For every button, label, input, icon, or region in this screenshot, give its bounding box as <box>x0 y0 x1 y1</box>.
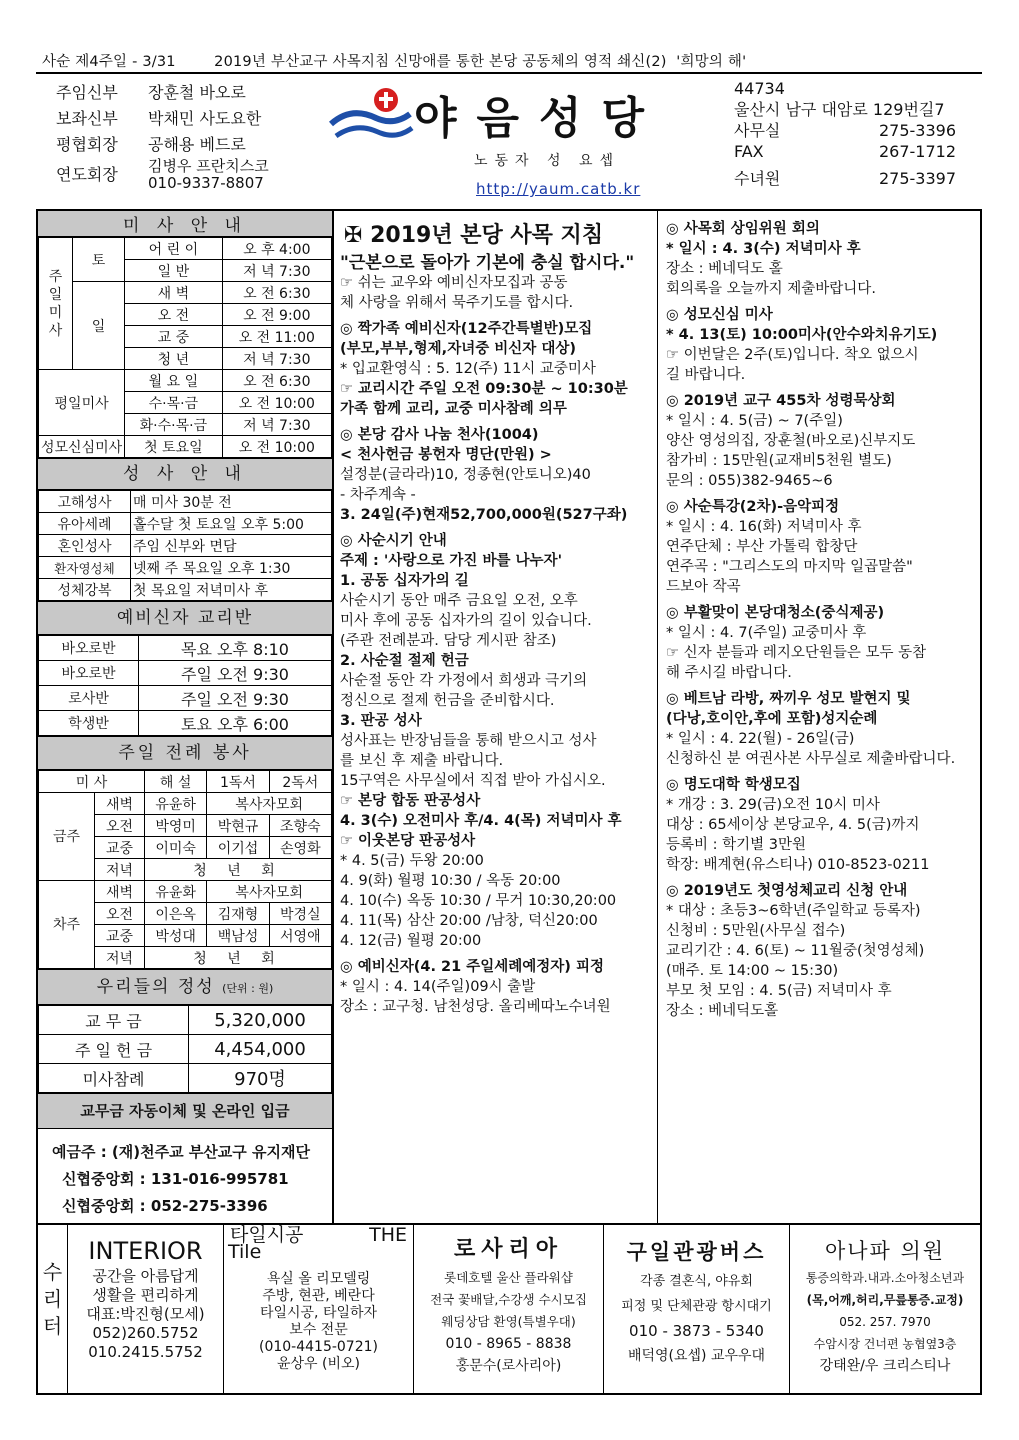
notice-line: 해 주시길 바랍니다. <box>666 665 792 681</box>
liturgy-name: 조향숙 <box>269 815 331 837</box>
ad-line: 통증의학과.내과.소아청소년과 <box>805 1271 965 1285</box>
mass-group: 성모신심미사 <box>39 436 125 458</box>
staff-phone: 010-9337-8807 <box>148 174 264 192</box>
staff-role: 평협회장 <box>56 135 118 154</box>
mass-time: 저 녁 7:30 <box>222 348 331 370</box>
mass-type: 청 년 <box>125 348 222 370</box>
catechumen-title: 예비신자 교리반 <box>38 601 332 635</box>
liturgy-name: 복사자모회 <box>207 881 332 903</box>
mass-time: 오 전 10:00 <box>222 392 331 414</box>
mass-type: 일 반 <box>125 260 222 282</box>
catechumen-table <box>38 635 332 736</box>
liturgy-mass: 저녁 <box>95 859 145 881</box>
notice-heading: ◎ 명도대학 학생모집 <box>666 777 801 793</box>
ad-side-label: 수리터 <box>38 1225 68 1395</box>
notice-heading: 3. 판공 성사 <box>340 713 422 729</box>
notice-line: 문의 : 055)382-9465~6 <box>666 473 833 489</box>
ad-line: 보수 전문 <box>289 1322 348 1338</box>
header-line: 사순 제4주일 - 3/31 2019년 부산교구 사목지침 신망애를 통한 본당 공동체의 영적 쇄신(2) '희망의 해' <box>42 54 747 70</box>
offering-value: 970명 <box>189 1064 332 1093</box>
ad-line: 타일시공, 타일하자 <box>259 1305 378 1321</box>
staff-name: 김병우 프란치스코 <box>148 157 269 175</box>
notice-line: * 일시 : 4. 22(월) - 26일(금) <box>666 731 855 747</box>
mass-type: 수·목·금 <box>125 392 222 414</box>
notice-heading: * 일시 : 4. 3(수) 저녁미사 후 <box>666 241 861 257</box>
notice-line: * 대상 : 초등3~6학년(주일학교 등록자) <box>666 903 921 919</box>
bank-title: 교무금 자동이체 및 온라인 입금 <box>38 1093 332 1129</box>
notice-heading: ☞ 이웃본당 판공성사 <box>340 833 476 849</box>
ad-line: 052)260.5752 <box>92 1324 199 1342</box>
notice-line: 미사 후에 공동 십자가의 길이 있습니다. <box>340 613 592 629</box>
ad-line: 전국 꽃배달,수강생 수시모집 <box>430 1292 587 1307</box>
sacrament-info: 홀수달 첫 토요일 오후 5:00 <box>131 513 332 535</box>
liturgy-name: 이기섭 <box>207 837 269 859</box>
notice-heading: ◎ 2019년도 첫영성체교리 신청 안내 <box>666 883 908 899</box>
offering-label: 미사참례 <box>39 1064 189 1093</box>
liturgy-name: 유윤화 <box>145 881 207 903</box>
notice-line: 드보아 작곡 <box>666 579 741 595</box>
offering-table <box>38 1005 332 1093</box>
class-time: 주일 오전 9:30 <box>139 661 332 686</box>
notice-line: 4. 12(금) 월평 20:00 <box>340 933 482 949</box>
ad-tile <box>224 1225 414 1395</box>
notice-line: ☞ 신자 분들과 레지오단원들은 모두 동참 <box>666 645 927 661</box>
notice-line: 4. 9(화) 월평 10:30 / 옥동 20:00 <box>340 873 561 889</box>
ad-name: 타일시공 <box>230 1224 304 1246</box>
church-name: 야음성당 <box>414 93 665 144</box>
notice-heading: 2. 사순절 절제 헌금 <box>340 653 469 669</box>
liturgy-mass: 새벽 <box>95 793 145 815</box>
liturgy-head: 2독서 <box>269 771 331 793</box>
sacrament-name: 유아세례 <box>39 513 131 535</box>
liturgy-name: 박경실 <box>269 903 331 925</box>
liturgy-mass: 새벽 <box>95 881 145 903</box>
sacrament-info: 매 미사 30분 전 <box>131 491 332 513</box>
mass-time: 저 녁 7:30 <box>222 260 331 282</box>
mass-time: 오 전 10:00 <box>222 436 331 458</box>
notice-heading: 1. 공동 십자가의 길 <box>340 573 469 589</box>
notice-line: 장소 : 베네딕도 홀 <box>666 261 783 277</box>
mass-day: 일 <box>72 282 124 370</box>
notice-line: 대상 : 65세이상 본당교우, 4. 5(금)까지 <box>666 817 920 833</box>
notice-line: 학장: 배계현(유스티나) 010-8523-0211 <box>666 857 930 873</box>
sacrament-info: 첫 목요일 저녁미사 후 <box>131 579 332 601</box>
liturgy-head: 미 사 <box>39 771 145 793</box>
notice-heading: ◎ 성모신심 미사 <box>666 307 773 323</box>
notice-line: 15구역은 사무실에서 직접 받아 가십시오. <box>340 773 606 789</box>
ad-line: 010 - 3873 - 5340 <box>629 1322 764 1340</box>
ad-line: 각종 결혼식, 야유회 <box>640 1274 753 1289</box>
notice-line: 4. 10(수) 옥동 10:30 / 무거 10:30,20:00 <box>340 893 617 909</box>
liturgy-name: 김재형 <box>207 903 269 925</box>
mass-day: 토 <box>72 238 124 282</box>
ad-rosaria <box>414 1225 604 1395</box>
notice-heading: ☞ 교리시간 주일 오전 09:30분 ~ 10:30분 <box>340 381 628 397</box>
notice-line: * 4. 5(금) 두왕 20:00 <box>340 853 484 869</box>
liturgy-name: 서영애 <box>269 925 331 947</box>
notice-line: 회의록을 오늘까지 제출바랍니다. <box>666 281 876 297</box>
class-time: 토요 오후 6:00 <box>139 711 332 736</box>
liturgy-mass: 오전 <box>95 903 145 925</box>
notice-heading: * 4. 13(토) 10:00미사(안수와치유기도) <box>666 327 938 343</box>
mass-group: 평일미사 <box>39 370 125 436</box>
notice-heading: ◎ 부활맞이 본당대청소(중식제공) <box>666 605 885 621</box>
ad-line: 052. 257. 7970 <box>839 1315 931 1329</box>
notice-line: * 일시 : 4. 14(주일)09시 출발 <box>340 979 536 995</box>
left-column <box>38 211 334 1223</box>
mass-group: 주 일 미 사 <box>39 238 73 370</box>
notice-line: 등록비 : 학기별 3만원 <box>666 837 806 853</box>
staff-name: 장훈철 바오로 <box>148 83 246 102</box>
fax-number: 267-1712 <box>878 142 956 161</box>
sacrament-name: 환자영성체 <box>39 557 131 579</box>
church-url-link[interactable]: http://yaum.catb.kr <box>476 180 641 198</box>
mass-type: 첫 토요일 <box>125 436 222 458</box>
liturgy-name: 백남성 <box>207 925 269 947</box>
liturgy-title: 주일 전례 봉사 <box>38 736 332 770</box>
ad-line: 주방, 현관, 베란다 <box>262 1288 375 1304</box>
notice-line: 체 사랑을 위해서 묵주기도를 합시다. <box>340 295 574 311</box>
ad-line: 공간을 아름답게 <box>92 1267 199 1285</box>
liturgy-mass: 저녁 <box>95 947 145 969</box>
mass-type: 월 요 일 <box>125 370 222 392</box>
mass-type: 새 벽 <box>125 282 222 304</box>
ad-line: 윤상우 (비오) <box>277 1356 360 1372</box>
church-logo-icon <box>326 84 416 154</box>
sacrament-table <box>38 490 332 601</box>
notice-line: * 일시 : 4. 16(화) 저녁미사 후 <box>666 519 862 535</box>
convent-phone: 275-3397 <box>878 169 956 188</box>
notice-line: 성사표는 반장님들을 통해 받으시고 성사 <box>340 733 597 749</box>
office-phone: 275-3396 <box>878 121 956 140</box>
mass-time: 저 녁 7:30 <box>222 414 331 436</box>
liturgy-name: 이은옥 <box>145 903 207 925</box>
notice-line: 연주곡 : "그리스도의 마지막 일곱말씀" <box>666 559 913 575</box>
staff-role: 주임신부 <box>56 83 118 102</box>
church-patron: 노동자 성 요셉 <box>474 153 621 169</box>
notice-line: ☞ 쉬는 교우와 예비신자모집과 공동 <box>340 275 568 291</box>
notice-line: ☞ 이번달은 2주(토)입니다. 착오 없으시 <box>666 347 919 363</box>
ad-line: 강태완/우 크리스티나 <box>819 1358 951 1374</box>
ad-line: 010.2415.5752 <box>88 1343 203 1361</box>
ad-name: 구일관광버스 <box>626 1240 767 1264</box>
liturgy-mass: 교중 <box>95 837 145 859</box>
divider <box>36 72 982 74</box>
class-name: 바오로반 <box>39 661 139 686</box>
week-label: 금주 <box>39 793 95 881</box>
mass-type: 어 린 이 <box>125 238 222 260</box>
mass-time: 오 후 4:00 <box>222 238 331 260</box>
staff-name: 공해용 베드로 <box>148 135 246 154</box>
notice-line: * 일시 : 4. 5(금) ~ 7(주일) <box>666 413 843 429</box>
notice-heading: "근본으로 돌아가 기본에 충실 합시다." <box>340 253 635 273</box>
ad-name: INTERIOR <box>88 1237 203 1265</box>
offering-unit: (단위 : 원) <box>222 982 274 995</box>
ad-name: 아나파 의원 <box>824 1239 946 1263</box>
notice-heading: 4. 3(수) 오전미사 후/4. 4(목) 저녁미사 후 <box>340 813 622 829</box>
mass-title: 미 사 안 내 <box>38 211 332 237</box>
notice-heading: 3. 24일(주)현재52,700,000원(527구좌) <box>340 507 628 523</box>
liturgy-name: 이미숙 <box>145 837 207 859</box>
notice-line: 신청하신 분 여권사본 사무실로 제출바랍니다. <box>666 751 956 767</box>
zip: 44734 <box>734 79 785 98</box>
notice-line: 부모 첫 모임 : 4. 5(금) 저녁미사 후 <box>666 983 892 999</box>
notice-line: 사순시기 동안 매주 금요일 오전, 오후 <box>340 593 578 609</box>
liturgy-mass: 교중 <box>95 925 145 947</box>
bank-info <box>38 1129 332 1220</box>
notice-line: 장소 : 교구청. 남천성당. 올리베따노수녀원 <box>340 999 611 1015</box>
liturgy-head: 1독서 <box>207 771 269 793</box>
ad-line: 대표:박진형(모세) <box>86 1305 205 1323</box>
offering-value: 5,320,000 <box>189 1006 332 1035</box>
notice-heading: ◎ 2019년 교구 455차 성령묵상회 <box>666 393 896 409</box>
convent-label: 수녀원 <box>734 169 781 188</box>
ad-line: 피정 및 단체관광 항시대기 <box>621 1299 772 1314</box>
sacrament-info: 주임 신부와 면담 <box>131 535 332 557</box>
notice-heading: ◎ 사순시기 안내 <box>340 533 447 549</box>
notice-line: * 일시 : 4. 7(주일) 교중미사 후 <box>666 625 867 641</box>
ad-name: 로사리아 <box>453 1237 563 1262</box>
staff-list <box>56 80 269 192</box>
ad-line: 웨딩상담 환영(특별우대) <box>441 1314 576 1329</box>
notice-line: 장소 : 베네딕도홀 <box>666 1003 779 1019</box>
notice-line: 참가비 : 15만원(교재비5천원 별도) <box>666 453 892 469</box>
ad-line: 홍문수(로사리아) <box>455 1358 562 1374</box>
liturgy-name: 손영화 <box>269 837 331 859</box>
main-content <box>36 209 982 1225</box>
liturgy-name: 복사자모회 <box>207 793 332 815</box>
ad-name: THE <box>369 1224 407 1246</box>
liturgy-name: 유윤하 <box>145 793 207 815</box>
liturgy-name: 청 년 회 <box>145 947 332 969</box>
sacrament-name: 성체강복 <box>39 579 131 601</box>
ad-line: 010 - 8965 - 8838 <box>445 1336 572 1352</box>
masthead <box>36 76 982 208</box>
sacrament-title: 성 사 안 내 <box>38 458 332 490</box>
ad-line: (010-4415-0721) <box>258 1339 378 1355</box>
week-label: 차주 <box>39 881 95 969</box>
notice-heading: ◎ 사순특강(2차)-음악피정 <box>666 499 840 515</box>
staff-role: 보좌신부 <box>56 109 118 128</box>
offering-title <box>38 969 332 1005</box>
notice-heading: 주제 : '사랑으로 가진 바를 나누자' <box>340 553 563 569</box>
notice-line: 양산 영성의집, 장훈철(바오로)신부지도 <box>666 433 916 449</box>
liturgy-table <box>38 770 332 969</box>
notice-line: 교리기간 : 4. 6(토) ~ 11월중(첫영성체) <box>666 943 925 959</box>
mass-time: 오 전 6:30 <box>222 370 331 392</box>
notice-line: (주관 전례분과. 담당 게시판 참조) <box>340 633 557 649</box>
class-name: 바오로반 <box>39 636 139 661</box>
offering-heading: 우리들의 정성 <box>96 977 215 997</box>
notice-heading: (부모,부부,형제,자녀중 비신자 대상) <box>340 341 576 357</box>
ad-clinic <box>790 1225 980 1395</box>
notice-heading: 가족 함께 교리, 교중 미사참례 의무 <box>340 401 567 417</box>
liturgy-name: 박현규 <box>207 815 269 837</box>
class-time: 주일 오전 9:30 <box>139 686 332 711</box>
liturgy-name: 박성대 <box>145 925 207 947</box>
class-name: 로사반 <box>39 686 139 711</box>
notice-heading: ◎ 베트남 라방, 짜끼우 성모 발현지 및 <box>666 691 911 707</box>
bank-account: 신협중앙회 : 131-016-995781 <box>62 1170 289 1188</box>
notice-line: 4. 11(목) 삼산 20:00 /남창, 덕신20:00 <box>340 913 598 929</box>
mass-time: 오 전 9:00 <box>222 304 331 326</box>
ad-line: 롯데호텔 울산 플라워샵 <box>444 1270 573 1285</box>
fax-label: FAX <box>734 142 764 161</box>
ad-bus <box>604 1225 790 1395</box>
bank-holder: 예금주 : (재)천주교 부산교구 유지재단 <box>52 1143 310 1161</box>
notice-heading: ◎ 본당 감사 나눔 천사(1004) <box>340 427 539 443</box>
notice-heading: (다낭,호이안,후에 포함)성지순례 <box>666 711 878 727</box>
ads-row <box>36 1225 982 1395</box>
notice-heading: < 천사헌금 봉헌자 명단(만원) > <box>340 447 552 463</box>
mass-table <box>38 237 332 458</box>
middle-column <box>334 211 658 1223</box>
notice-heading: ◎ 사목회 상임위원 회의 <box>666 221 820 237</box>
mass-type: 오 전 <box>125 304 222 326</box>
sacrament-info: 넷째 주 목요일 오후 1:30 <box>131 557 332 579</box>
ad-line: 욕실 올 리모델링 <box>266 1271 371 1287</box>
street: 울산시 남구 대암로 129번길7 <box>734 100 945 119</box>
notice-line: 정신으로 절제 헌금을 준비합시다. <box>340 693 555 709</box>
staff-role: 연도회장 <box>56 165 118 184</box>
staff-name: 박채민 사도요한 <box>148 109 262 128</box>
ad-line: 배덕영(요셉) 교우우대 <box>627 1348 766 1364</box>
notice-heading: ◎ 짝가족 예비신자(12주간특별반)모집 <box>340 321 593 337</box>
notice-line: 연주단체 : 부산 가톨릭 합창단 <box>666 539 858 555</box>
notice-line: - 차주계속 - <box>340 487 416 503</box>
ad-line: 수암시장 건너편 농협옆3층 <box>813 1337 957 1351</box>
ad-interior <box>68 1225 224 1395</box>
ad-name: Tile <box>228 1241 262 1263</box>
ad-line: (목,어깨,허리,무릎통증.교정) <box>806 1293 964 1307</box>
mass-time: 오 전 11:00 <box>222 326 331 348</box>
notice-line: 신청비 : 5만원(사무실 접수) <box>666 923 846 939</box>
class-time: 목요 오후 8:10 <box>139 636 332 661</box>
notice-line: 사순절 동안 각 가정에서 희생과 극기의 <box>340 673 588 689</box>
address-block <box>734 78 956 189</box>
liturgy-name: 박영미 <box>145 815 207 837</box>
mass-type: 교 중 <box>125 326 222 348</box>
notice-line: 길 바랍니다. <box>666 367 746 383</box>
office-label: 사무실 <box>734 121 781 140</box>
liturgy-mass: 오전 <box>95 815 145 837</box>
sacrament-name: 혼인성사 <box>39 535 131 557</box>
sacrament-name: 고해성사 <box>39 491 131 513</box>
ad-line: 생활을 편리하게 <box>92 1286 199 1304</box>
offering-value: 4,454,000 <box>189 1035 332 1064</box>
mass-time: 오 전 6:30 <box>222 282 331 304</box>
notice-heading: ☞ 본당 합동 판공성사 <box>340 793 481 809</box>
notice-heading: ◎ 예비신자(4. 21 주일세례예정자) 피정 <box>340 959 604 975</box>
notice-line: * 입교환영식 : 5. 12(주) 11시 교중미사 <box>340 361 596 377</box>
notice-line: (매주. 토 14:00 ~ 15:30) <box>666 963 839 979</box>
class-name: 학생반 <box>39 711 139 736</box>
right-column <box>658 211 980 1223</box>
offering-label: 교 무 금 <box>39 1006 189 1035</box>
mass-type: 화·수·목·금 <box>125 414 222 436</box>
bank-account: 신협중앙회 : 052-275-3396 <box>62 1197 268 1215</box>
notice-line: * 개강 : 3. 29(금)오전 10시 미사 <box>666 797 880 813</box>
notice-line: 를 보신 후 제출 바랍니다. <box>340 753 504 769</box>
offering-label: 주 일 헌 금 <box>39 1035 189 1064</box>
notice-heading: ✠ 2019년 본당 사목 지침 <box>344 223 604 248</box>
notice-line: 설정분(글라라)10, 정종현(안토니오)40 <box>340 467 591 483</box>
liturgy-name: 청 년 회 <box>145 859 332 881</box>
liturgy-head: 해 설 <box>145 771 207 793</box>
